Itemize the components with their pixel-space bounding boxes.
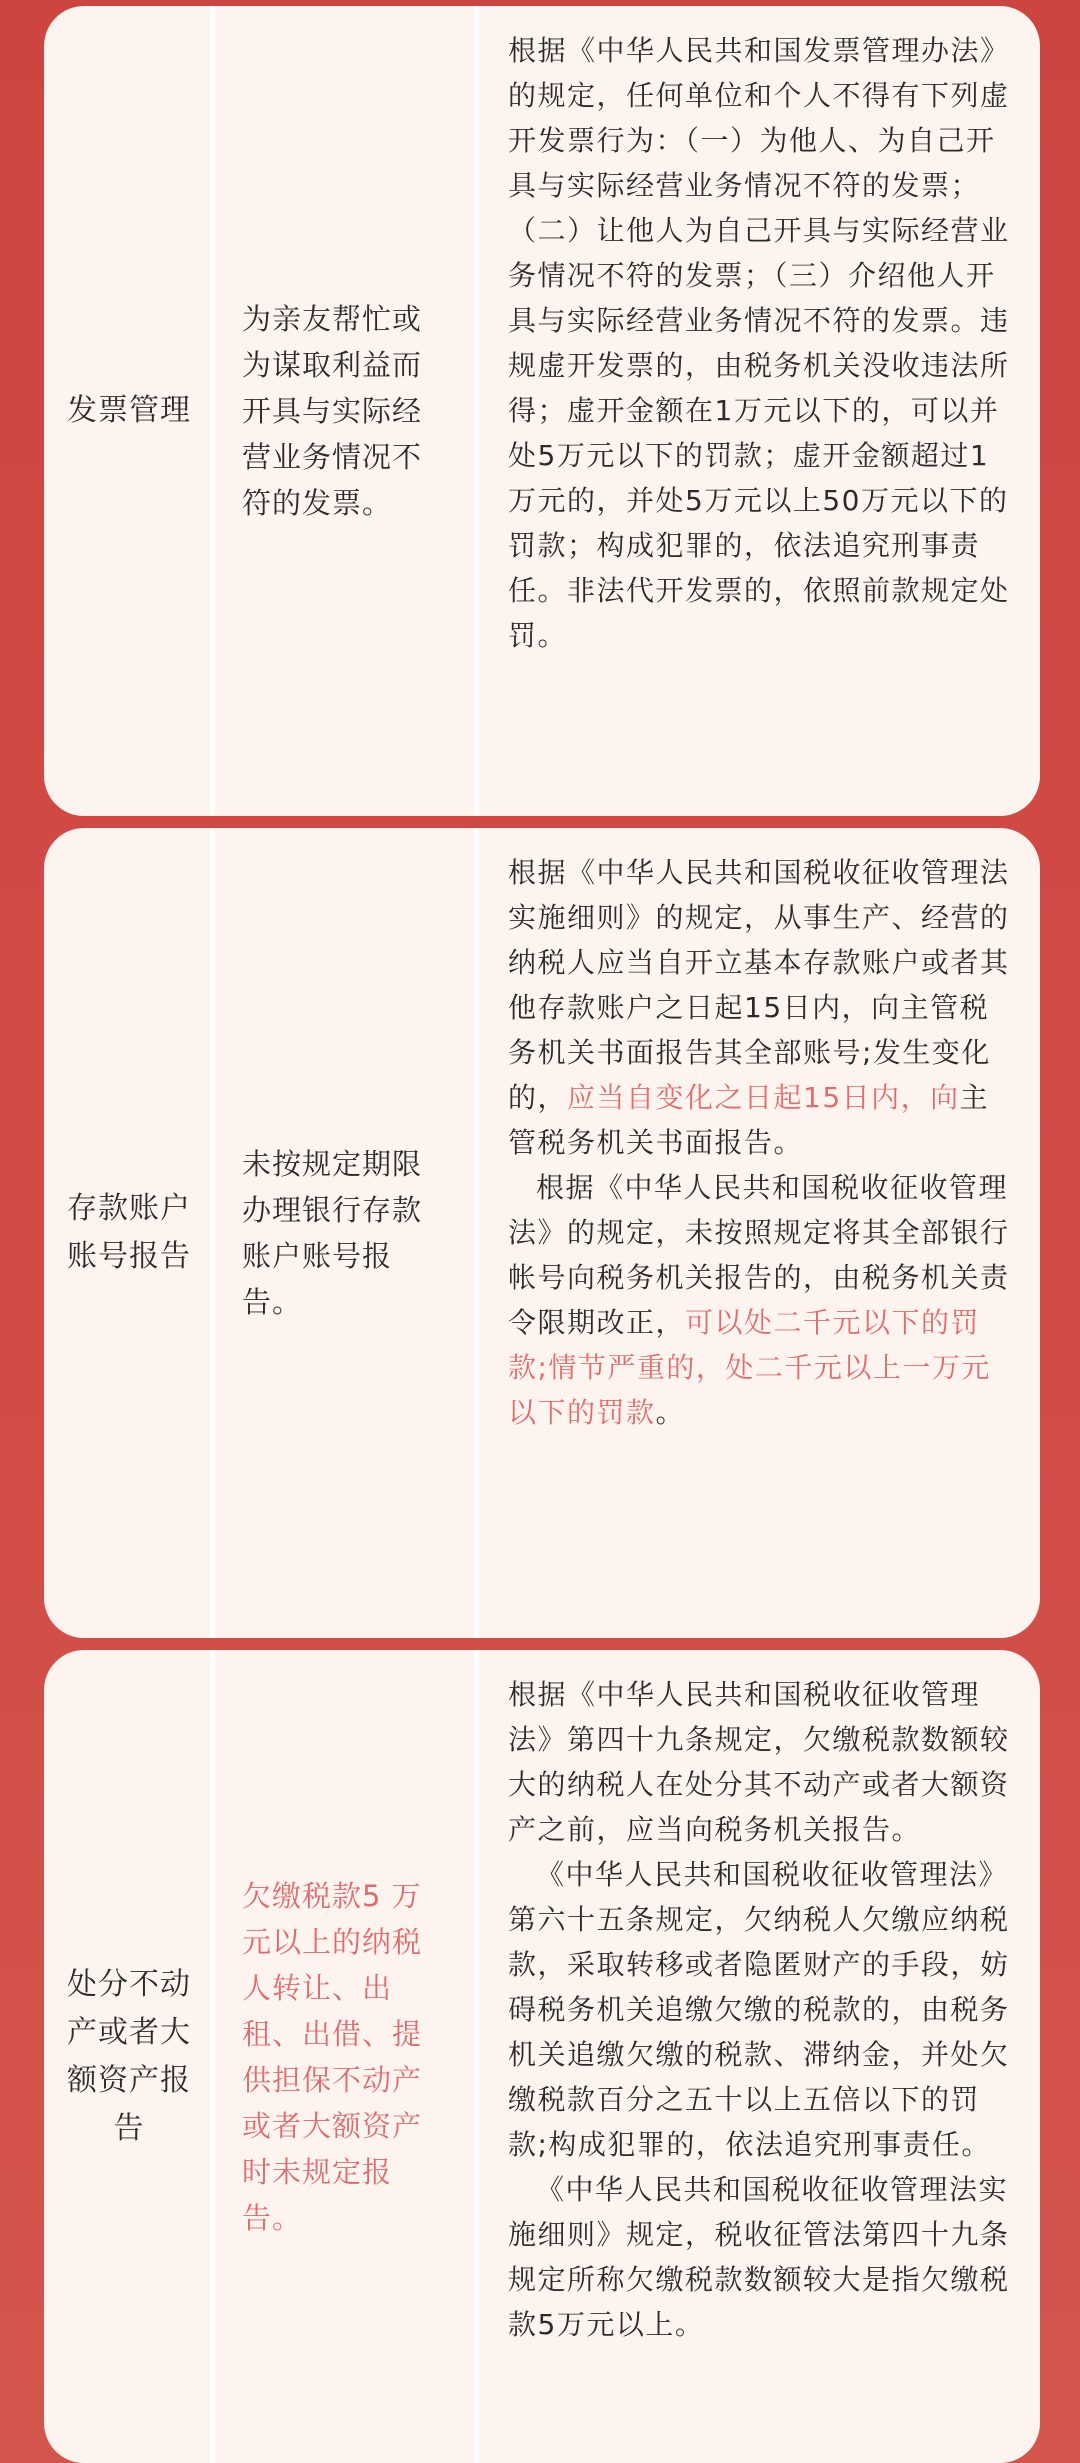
behavior-cell xyxy=(214,1650,474,2463)
behavior-text: 未按规定期限办理银行存款账户账号报告。 xyxy=(242,1147,423,1319)
item-cell xyxy=(44,828,214,1638)
behavior-cell xyxy=(214,828,474,1638)
law-text-segment: 主管税务机关书面报告。 xyxy=(508,1081,990,1159)
table-row-invoice-management xyxy=(44,6,1040,816)
law-paragraph: 《中华人民共和国税收征收管理法》第六十五条规定，欠纳税人欠缴应纳税款，采取转移或者隐匿财产的手段，妨碍税务机关追缴欠缴的税款的，由税务机关追缴欠缴的税款、滞纳金，并处欠缴税款百分之五十以上五倍以下的罚款;构成犯罪的，依法追究刑事责任。 xyxy=(508,1858,1010,2161)
law-highlight: 可以处二千元以下的罚款;情节严重的，处二千元以上一万元以下的罚款 xyxy=(508,1306,991,1429)
law-text xyxy=(508,28,1010,658)
behavior-text: 为亲友帮忙或为谋取利益而开具与实际经营业务情况不符的发票。 xyxy=(242,302,423,520)
item-title: 处分不动产或者大额资产报告 xyxy=(67,1966,191,2146)
law-text xyxy=(508,1672,1010,2347)
behavior-text: 欠缴税款5 万元以上的纳税人转让、出租、出借、提供担保不动产或者大额资产时未规定报告。 xyxy=(242,1878,423,2235)
law-paragraph: 根据《中华人民共和国发票管理办法》的规定，任何单位和个人不得有下列虚开发票行为：（一）为他人、为自己开具与实际经营业务情况不符的发票；（二）让他人为自己开具与实际经营业务情况不符的发票；（三）介绍他人开具与实际经营业务情况不符的发票。违规虚开发票的，由税务机关没收违法所得；虚开金额在1万元以下的，可以并处5万元以下的罚款；虚开金额超过1万元的，并处5万元以上50万元以下的罚款；构成犯罪的，依法追究刑事责任。非法代开发票的，依照前款规定处罚。 xyxy=(508,34,1010,652)
table-row-asset-disposal-report xyxy=(44,1650,1040,2463)
law-paragraph xyxy=(508,850,1010,1165)
law-text-segment: 根据《中华人民共和国税收征收管理法实施细则》的规定，从事生产、经营的纳税人应当自开立基本存款账户或者其他存款账户之日起15日内，向主管税务机关书面报告其全部账号;发生变化的， xyxy=(508,856,1010,1114)
table-row-deposit-account-report xyxy=(44,828,1040,1638)
law-text xyxy=(508,850,1010,1435)
law-text-segment: 。 xyxy=(655,1396,686,1429)
law-text-segment: 根据《中华人民共和国税收征收管理法》的规定，未按照规定将其全部银行帐号向税务机关报告的，由税务机关责令限期改正， xyxy=(508,1171,1010,1339)
item-cell xyxy=(44,1650,214,2463)
item-title: 存款账户账号报告 xyxy=(67,1191,191,1274)
law-paragraph: 根据《中华人民共和国税收征收管理法》第四十九条规定，欠缴税款数额较大的纳税人在处分其不动产或者大额资产之前，应当向税务机关报告。 xyxy=(508,1678,1010,1846)
law-paragraph xyxy=(508,1165,1010,1435)
law-cell xyxy=(474,828,1040,1638)
law-paragraph: 《中华人民共和国税收征收管理法实施细则》规定，税收征管法第四十九条规定所称欠缴税款数额较大是指欠缴税款5万元以上。 xyxy=(508,2173,1010,2341)
law-cell xyxy=(474,6,1040,816)
behavior-cell xyxy=(214,6,474,816)
law-cell xyxy=(474,1650,1040,2463)
item-cell xyxy=(44,6,214,816)
item-title: 发票管理 xyxy=(67,393,191,428)
law-highlight: 应当自变化之日起15日内，向 xyxy=(567,1081,960,1114)
